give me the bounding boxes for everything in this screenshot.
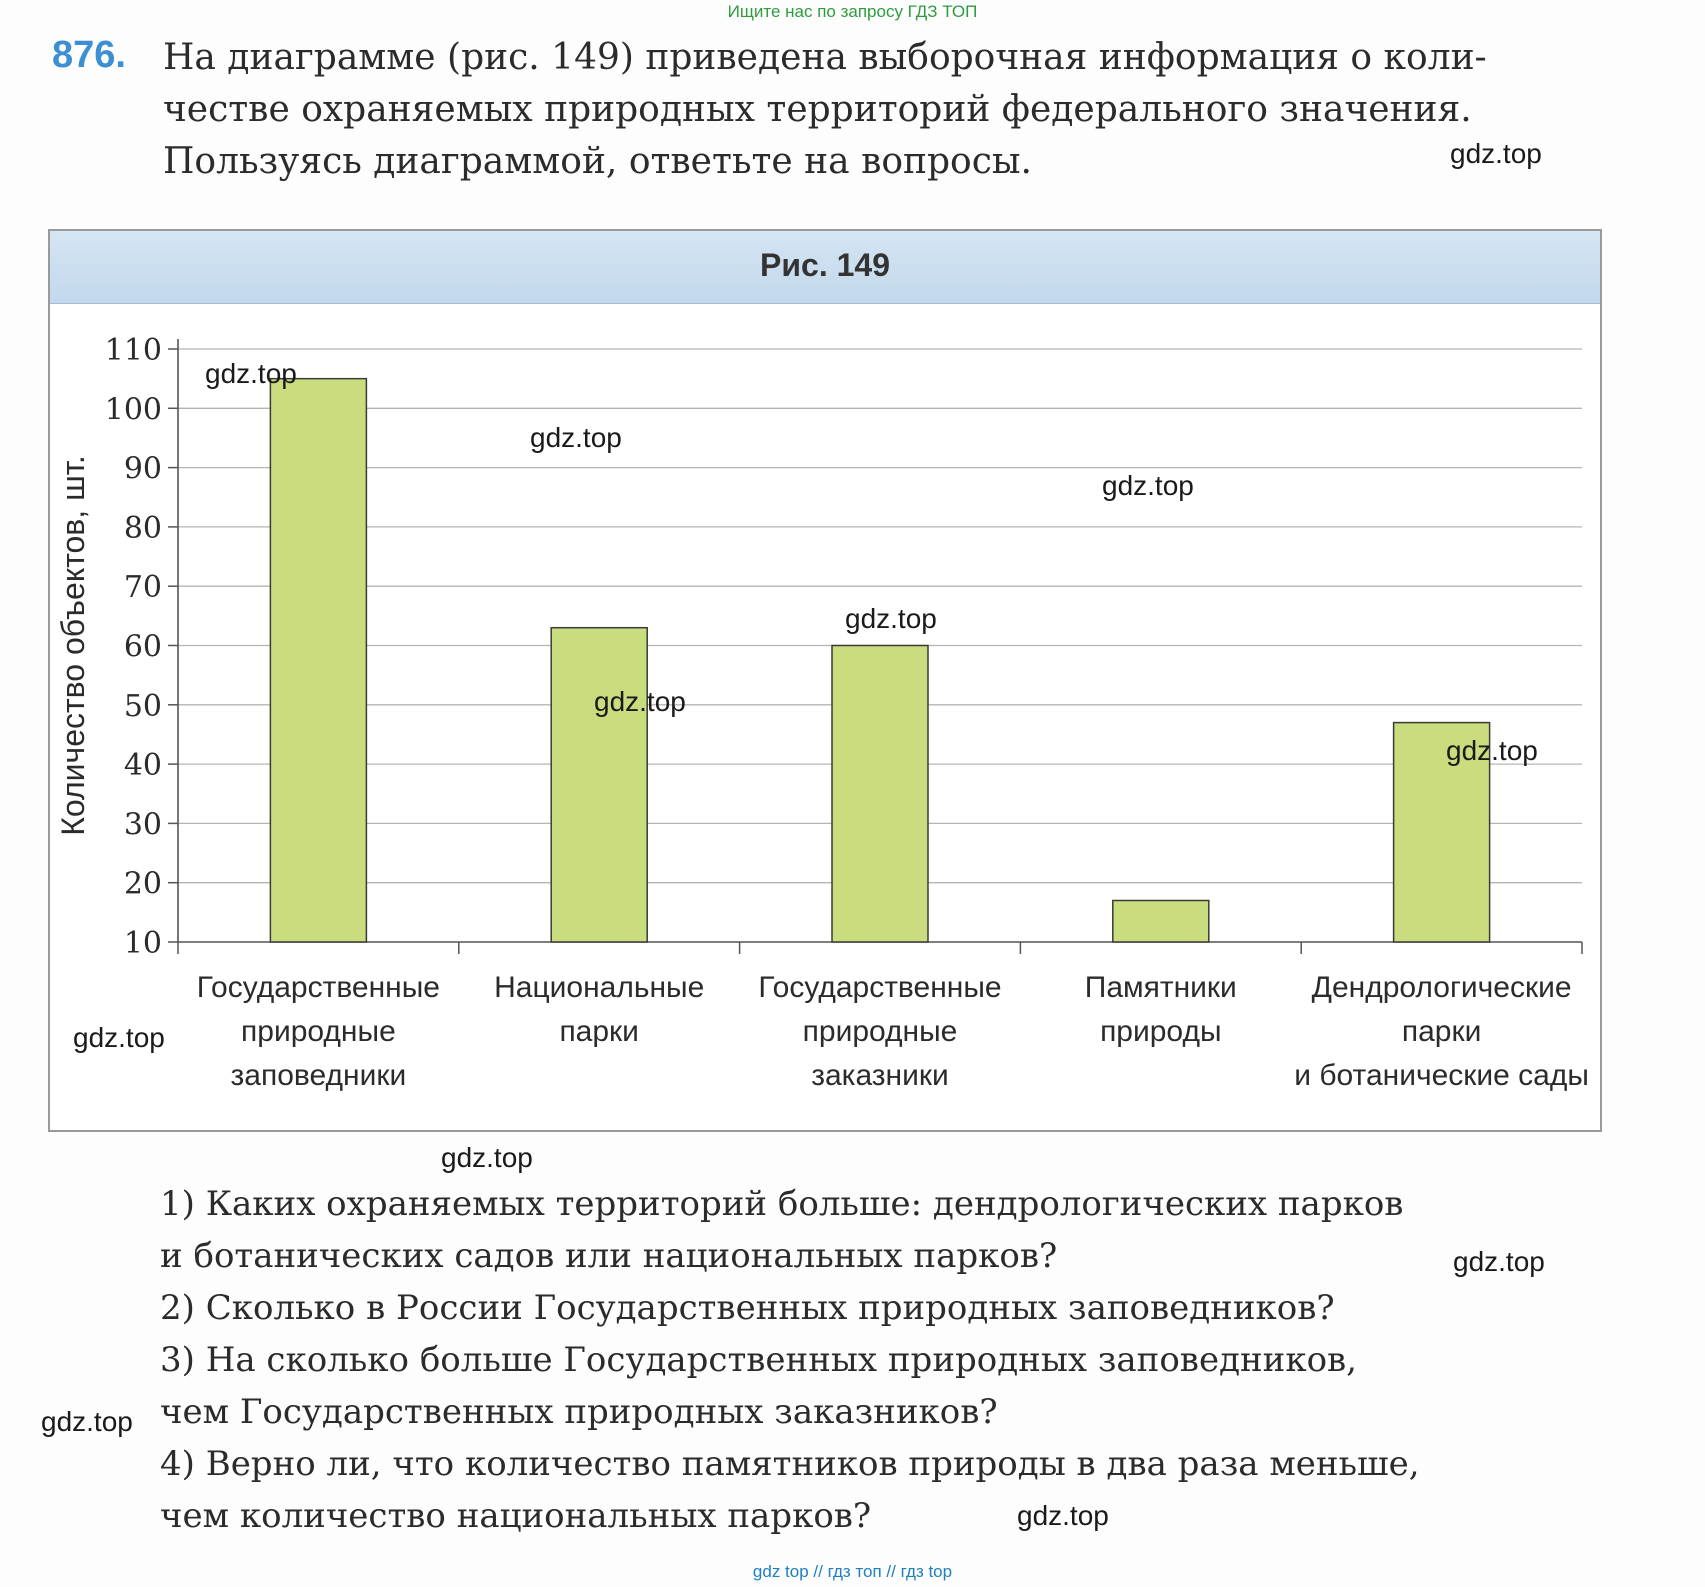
watermark: gdz.top	[1453, 1246, 1545, 1277]
x-category-label	[1294, 971, 1589, 1092]
y-tick-label: 80	[123, 510, 162, 546]
y-axis-title: Количество объектов, шт.	[55, 455, 91, 836]
question-line: 2) Сколько в России Государственных природных заповедников?	[160, 1288, 1335, 1328]
watermark: gdz.top	[594, 686, 686, 717]
watermark: gdz.top	[73, 1022, 165, 1053]
x-category-label-line: и ботанические сады	[1294, 1059, 1589, 1092]
y-tick-label: 10	[123, 926, 162, 961]
x-category-label-line: заповедники	[230, 1059, 407, 1092]
y-tick-label: 40	[123, 748, 162, 784]
question-line: 3) На сколько больше Государственных природных заповедников,	[160, 1340, 1357, 1380]
y-tick-label: 20	[123, 866, 162, 902]
bar	[832, 646, 928, 943]
watermark: gdz.top	[845, 603, 937, 634]
y-tick-label: 60	[123, 629, 162, 665]
watermark: gdz.top	[205, 358, 297, 389]
figure-title: Рис. 149	[760, 247, 890, 283]
site-banner[interactable]: Ищите нас по запросу ГДЗ ТОП	[727, 2, 978, 21]
watermark: gdz.top	[530, 422, 622, 453]
x-category-label-line: парки	[1401, 1015, 1482, 1048]
question-line: чем Государственных природных заказников?	[160, 1392, 998, 1432]
watermark: gdz.top	[1102, 470, 1194, 501]
x-category-label-line: заказники	[811, 1059, 949, 1092]
x-category-label	[1085, 971, 1237, 1048]
x-category-label-line: природные	[802, 1015, 958, 1048]
x-category-label-line: Дендрологические	[1311, 971, 1572, 1004]
watermark: gdz.top	[1446, 735, 1538, 766]
problem-line: честве охраняемых природных территорий федерального значения.	[163, 89, 1472, 130]
watermark: gdz.top	[1017, 1500, 1109, 1531]
questions-list	[160, 1178, 1605, 1542]
x-category-label	[758, 971, 1001, 1092]
y-tick-label: 90	[123, 451, 162, 487]
question-line: чем количество национальных парков?	[160, 1496, 872, 1536]
x-category-label-line: Государственные	[196, 971, 441, 1004]
x-category-label-line: Государственные	[758, 971, 1002, 1004]
watermark: gdz.top	[1450, 138, 1542, 169]
y-tick-label: 110	[104, 333, 162, 368]
x-category-label	[494, 971, 704, 1048]
question-line: 1) Каких охраняемых территорий больше: дендрологических парков	[160, 1184, 1404, 1224]
bar	[1113, 900, 1209, 942]
x-category-label-line: Национальные	[494, 971, 705, 1004]
y-tick-label: 70	[123, 570, 162, 606]
x-category-label-line: Памятники	[1084, 971, 1237, 1004]
problem-line: На диаграмме (рис. 149) приведена выборочная информация о коли-	[163, 37, 1487, 78]
bar	[270, 379, 366, 942]
watermark: gdz.top	[441, 1142, 533, 1173]
question-line: 4) Верно ли, что количество памятников природы в два раза меньше,	[160, 1444, 1420, 1484]
problem-statement	[163, 32, 1608, 188]
y-tick-label: 50	[123, 688, 162, 724]
y-tick-label: 100	[104, 392, 162, 428]
footer-links[interactable]: gdz top // гдз топ // гдз top	[752, 1562, 953, 1581]
watermark: gdz.top	[41, 1406, 133, 1437]
bar	[551, 628, 647, 942]
problem-number: 876.	[52, 34, 126, 76]
problem-line: Пользуясь диаграммой, ответьте на вопросы.	[163, 141, 1032, 182]
x-category-label-line: парки	[559, 1015, 639, 1048]
x-category-label-line: природы	[1100, 1015, 1222, 1048]
x-category-label-line: природные	[241, 1015, 396, 1048]
x-category-label	[197, 971, 440, 1092]
question-line: и ботанических садов или национальных парков?	[160, 1236, 1058, 1276]
y-tick-label: 30	[123, 807, 162, 843]
